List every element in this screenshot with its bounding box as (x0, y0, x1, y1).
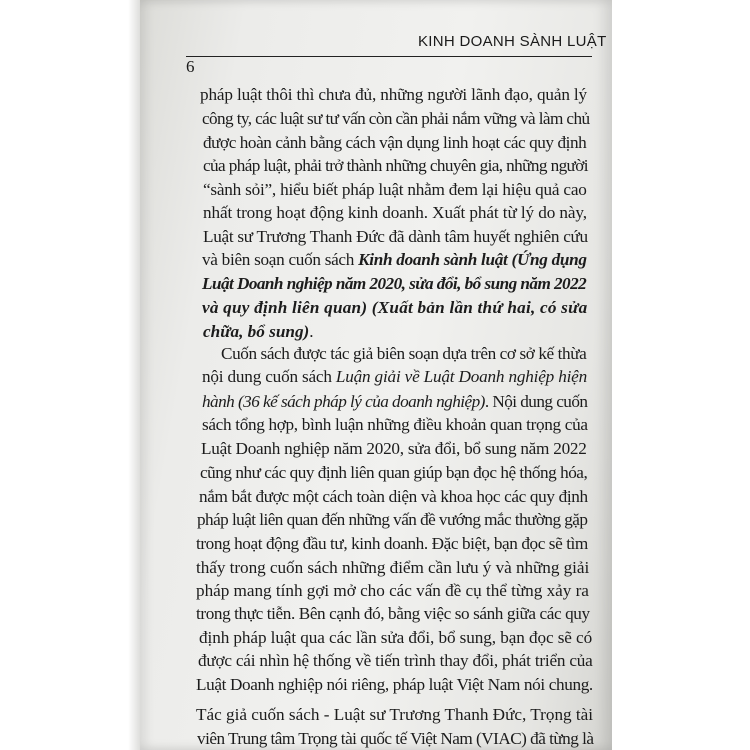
text-line (198, 652, 593, 669)
text-segment: Luật Doanh nghiệp năm 2020, sửa đổi, bổ sung năm 2022 (202, 274, 587, 293)
text-segment: định pháp luật qua các lần sửa đổi, bổ sung, bạn đọc sẽ có (199, 628, 593, 647)
text-line (199, 488, 588, 505)
text-line (203, 323, 314, 340)
text-segment: trong thực tiễn. Bên cạnh đó, bằng việc so sánh giữa các quy (196, 604, 590, 623)
text-line (200, 464, 587, 481)
text-segment: viên Trung tâm Trọng tài quốc tế Việt Nam (VIAC) đã từng là (197, 729, 594, 748)
text-segment: Tác giả cuốn sách - Luật sư Trương Thanh Đức, Trọng tài (196, 705, 594, 724)
text-segment: Kinh doanh sành luật (Ứng dụng (358, 250, 587, 269)
text-segment: thấy trong cuốn sách những điểm cần lưu ý và những giải (196, 558, 590, 577)
text-line (201, 440, 587, 457)
text-line (196, 706, 593, 723)
text-segment: . (309, 322, 314, 341)
text-line (203, 204, 587, 221)
text-segment: . Nội dung cuốn (484, 392, 588, 411)
text-line (202, 393, 587, 410)
text-segment: cũng như các quy định liên quan giúp bạn đọc hệ thống hóa, (200, 463, 588, 482)
text-line (203, 134, 586, 151)
text-segment: pháp luật thôi thì chưa đủ, những người lãnh đạo, quản lý (200, 85, 587, 104)
text-segment: hành (36 kế sách pháp lý của doanh nghiệp) (202, 392, 485, 411)
text-segment: và quy định liên quan) (Xuất bản lần thứ hai, có sửa (202, 298, 588, 317)
text-line (202, 110, 589, 127)
text-segment: Luận giải về Luật Doanh nghiệp hiện (335, 367, 588, 386)
text-segment: nắm bắt được một cách toàn diện và khoa học các quy định (199, 487, 588, 506)
running-title: KINH DOANH SÀNH LUẬT (418, 33, 607, 50)
text-segment: sách tổng hợp, bình luận những điều khoản quan trọng của (202, 415, 588, 434)
text-line (197, 511, 587, 528)
text-line (202, 368, 587, 385)
text-line (202, 416, 588, 433)
text-line (196, 605, 590, 622)
text-segment: của pháp luật, phải trở thành những chuyên gia, những người (203, 156, 588, 175)
text-line (202, 251, 587, 268)
text-segment: chữa, bổ sung) (203, 322, 310, 341)
text-segment: Luật Doanh nghiệp nói riêng, pháp luật Việt Nam nói chung. (196, 675, 593, 694)
text-line (202, 299, 587, 316)
text-segment: Luật sư Trương Thanh Đức đã dành tâm huyết nghiên cứu (203, 227, 588, 246)
text-segment: Cuốn sách được tác giả biên soạn dựa trên cơ sở kế thừa (221, 344, 587, 363)
text-line (197, 730, 593, 747)
text-segment: pháp luật liên quan đến những vấn đề vướng mắc thường gặp (197, 510, 588, 529)
text-line (203, 157, 588, 174)
text-line (203, 228, 588, 245)
text-segment: Luật Doanh nghiệp năm 2020, sửa đổi, bổ sung năm 2022 (201, 439, 587, 458)
text-segment: trong hoạt động đầu tư, kinh doanh. Đặc biệt, bạn đọc sẽ tìm (196, 534, 588, 553)
page-number: 6 (186, 57, 195, 76)
text-line (203, 181, 587, 198)
text-line (199, 629, 592, 646)
text-line (196, 535, 588, 552)
text-line (196, 559, 589, 576)
text-segment: được cái nhìn hệ thống về tiến trình thay đổi, phát triển của (198, 651, 593, 670)
text-line (196, 582, 589, 599)
text-line (200, 86, 587, 103)
text-line (221, 345, 586, 362)
text-segment: “sành sỏi”, hiểu biết pháp luật nhằm đem lại hiệu quả cao (203, 180, 587, 199)
text-segment: pháp mang tính gợi mở cho các vấn đề cụ thể từng xảy ra (196, 581, 589, 600)
text-segment: được hoàn cảnh bằng cách vận dụng linh hoạt các quy định (203, 133, 587, 152)
text-segment: nhất trong hoạt động kinh doanh. Xuất phát từ lý do này, (203, 203, 588, 222)
text-segment: nội dung cuốn sách (202, 367, 336, 386)
text-line (196, 676, 593, 693)
text-line (202, 275, 586, 292)
text-segment: và biên soạn cuốn sách (202, 250, 359, 269)
text-segment: công ty, các luật sư tư vấn còn cần phải nắm vững và làm chủ (202, 109, 590, 128)
